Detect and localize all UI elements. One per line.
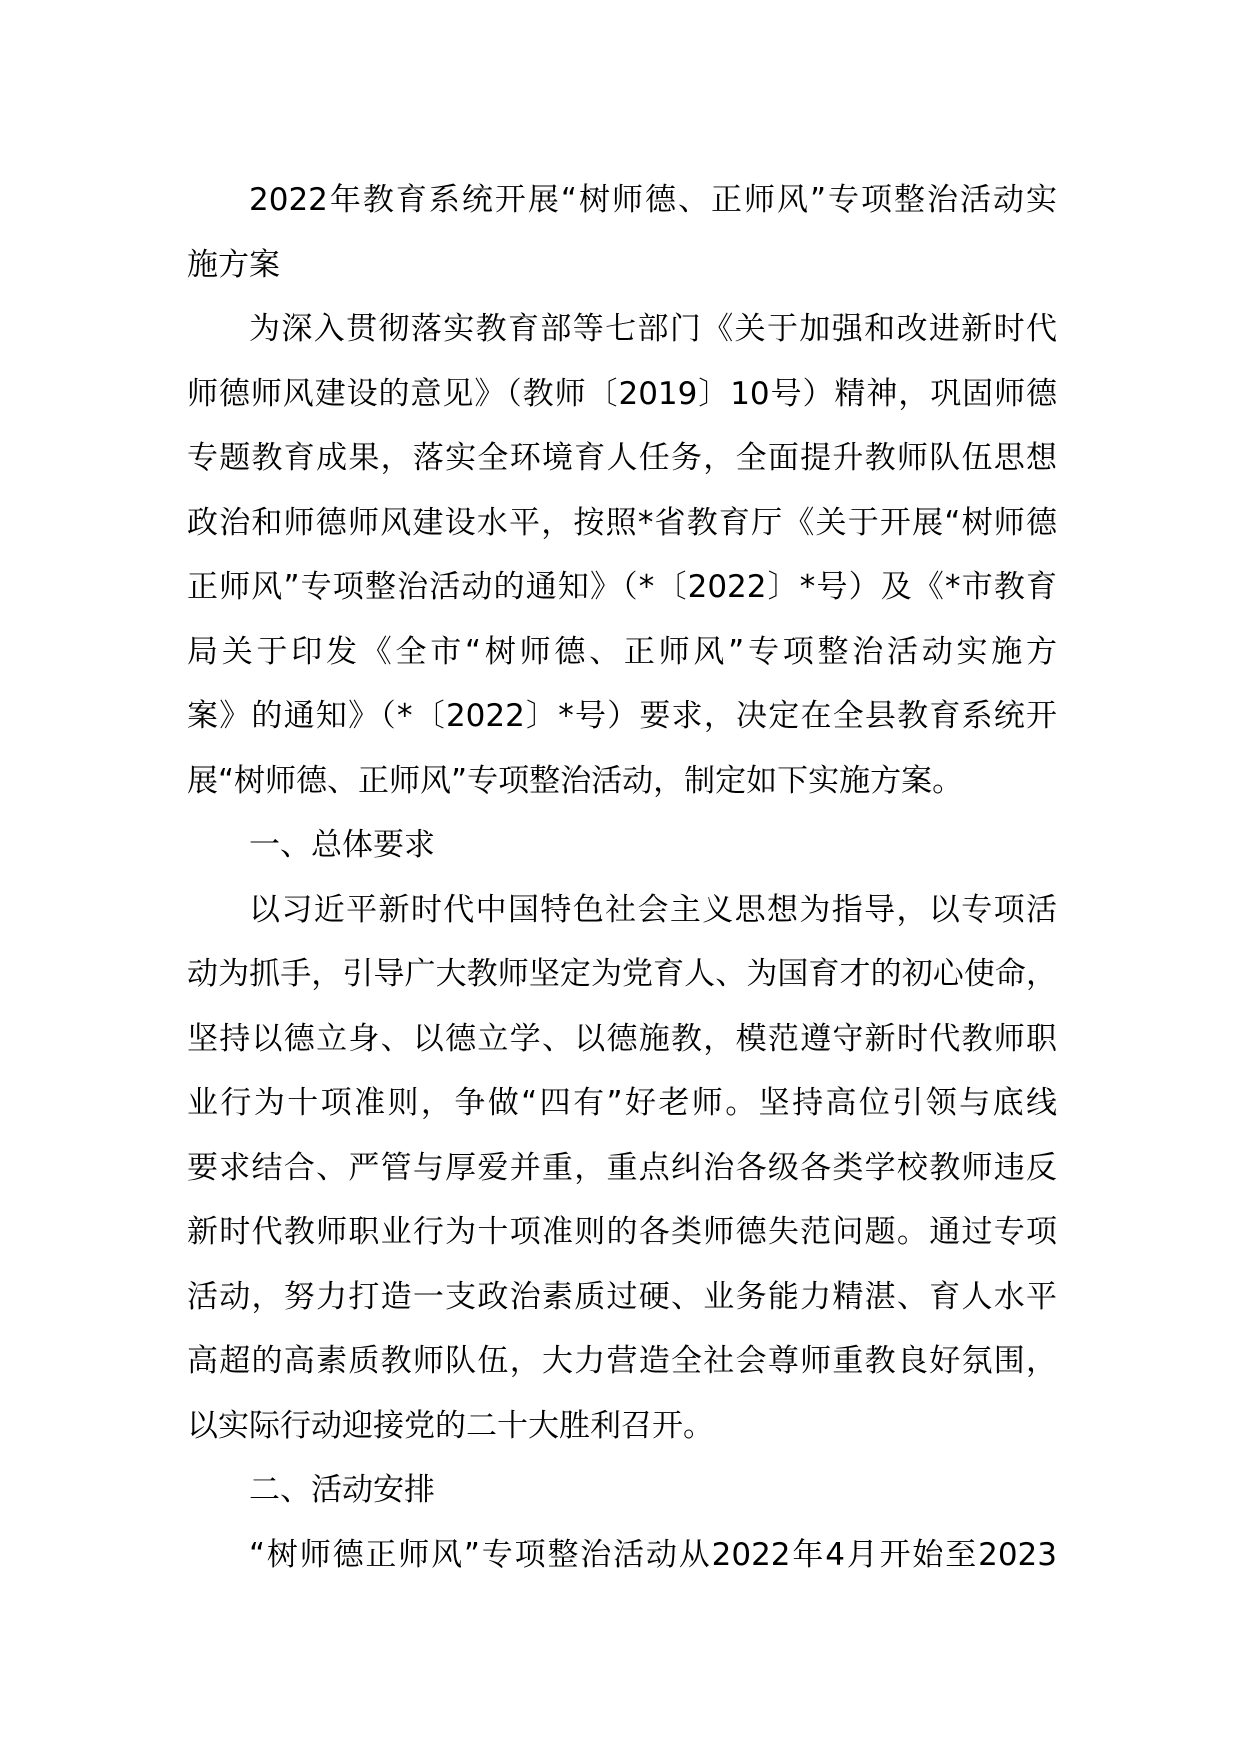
section1-line-3: 坚持以德立身、以德立学、以德施教，模范遵守新时代教师职: [187, 1020, 1057, 1057]
section1-line-4: 业行为十项准则，争做“四有”好老师。坚持高位引领与底线: [187, 1085, 1057, 1121]
intro-line-8: 展“树师德、正师风”专项整治活动，制定如下实施方案。: [187, 762, 964, 799]
section1-line-7: 活动，努力打造一支政治素质过硬、业务能力精湛、育人水平: [187, 1278, 1057, 1315]
intro-line-6: 局关于印发《全市“树师德、正师风”专项整治活动实施方: [187, 633, 1057, 670]
intro-line-5: 正师风”专项整治活动的通知》（*〔2022〕*号）及《*市教育: [187, 569, 1057, 605]
section-heading-activity-arrangement: 二、活动安排: [249, 1472, 435, 1508]
intro-line-1: 为深入贯彻落实教育部等七部门《关于加强和改进新时代: [249, 311, 1057, 347]
intro-line-2: 师德师风建设的意见》（教师〔2019〕10号）精神，巩固师德: [187, 375, 1057, 412]
intro-line-4: 政治和师德师风建设水平，按照*省教育厅《关于开展“树师德: [187, 504, 1057, 541]
section1-line-5: 要求结合、严管与厚爱并重，重点纠治各级各类学校教师违反: [187, 1149, 1057, 1186]
section1-line-9: 以实际行动迎接党的二十大胜利召开。: [187, 1407, 714, 1444]
document-body: [187, 168, 1057, 1587]
document-title-line-1: 2022年教育系统开展“树师德、正师风”专项整治活动实: [249, 182, 1057, 218]
section2-line-1: “树师德正师风”专项整治活动从2022年4月开始至2023: [249, 1536, 1057, 1573]
section-heading-overall-requirements: 一、总体要求: [249, 827, 435, 863]
section1-line-2: 动为抓手，引导广大教师坚定为党育人、为国育才的初心使命，: [187, 956, 1057, 992]
section1-line-6: 新时代教师职业行为十项准则的各类师德失范问题。通过专项: [187, 1214, 1057, 1250]
intro-line-3: 专题教育成果，落实全环境育人任务，全面提升教师队伍思想: [187, 440, 1057, 476]
section1-line-1: 以习近平新时代中国特色社会主义思想为指导，以专项活: [249, 891, 1057, 928]
intro-line-7: 案》的通知》（*〔2022〕*号）要求，决定在全县教育系统开: [187, 698, 1057, 734]
section1-line-8: 高超的高素质教师队伍，大力营造全社会尊师重教良好氛围，: [187, 1343, 1057, 1379]
document-title-line-2: 施方案: [187, 246, 280, 283]
